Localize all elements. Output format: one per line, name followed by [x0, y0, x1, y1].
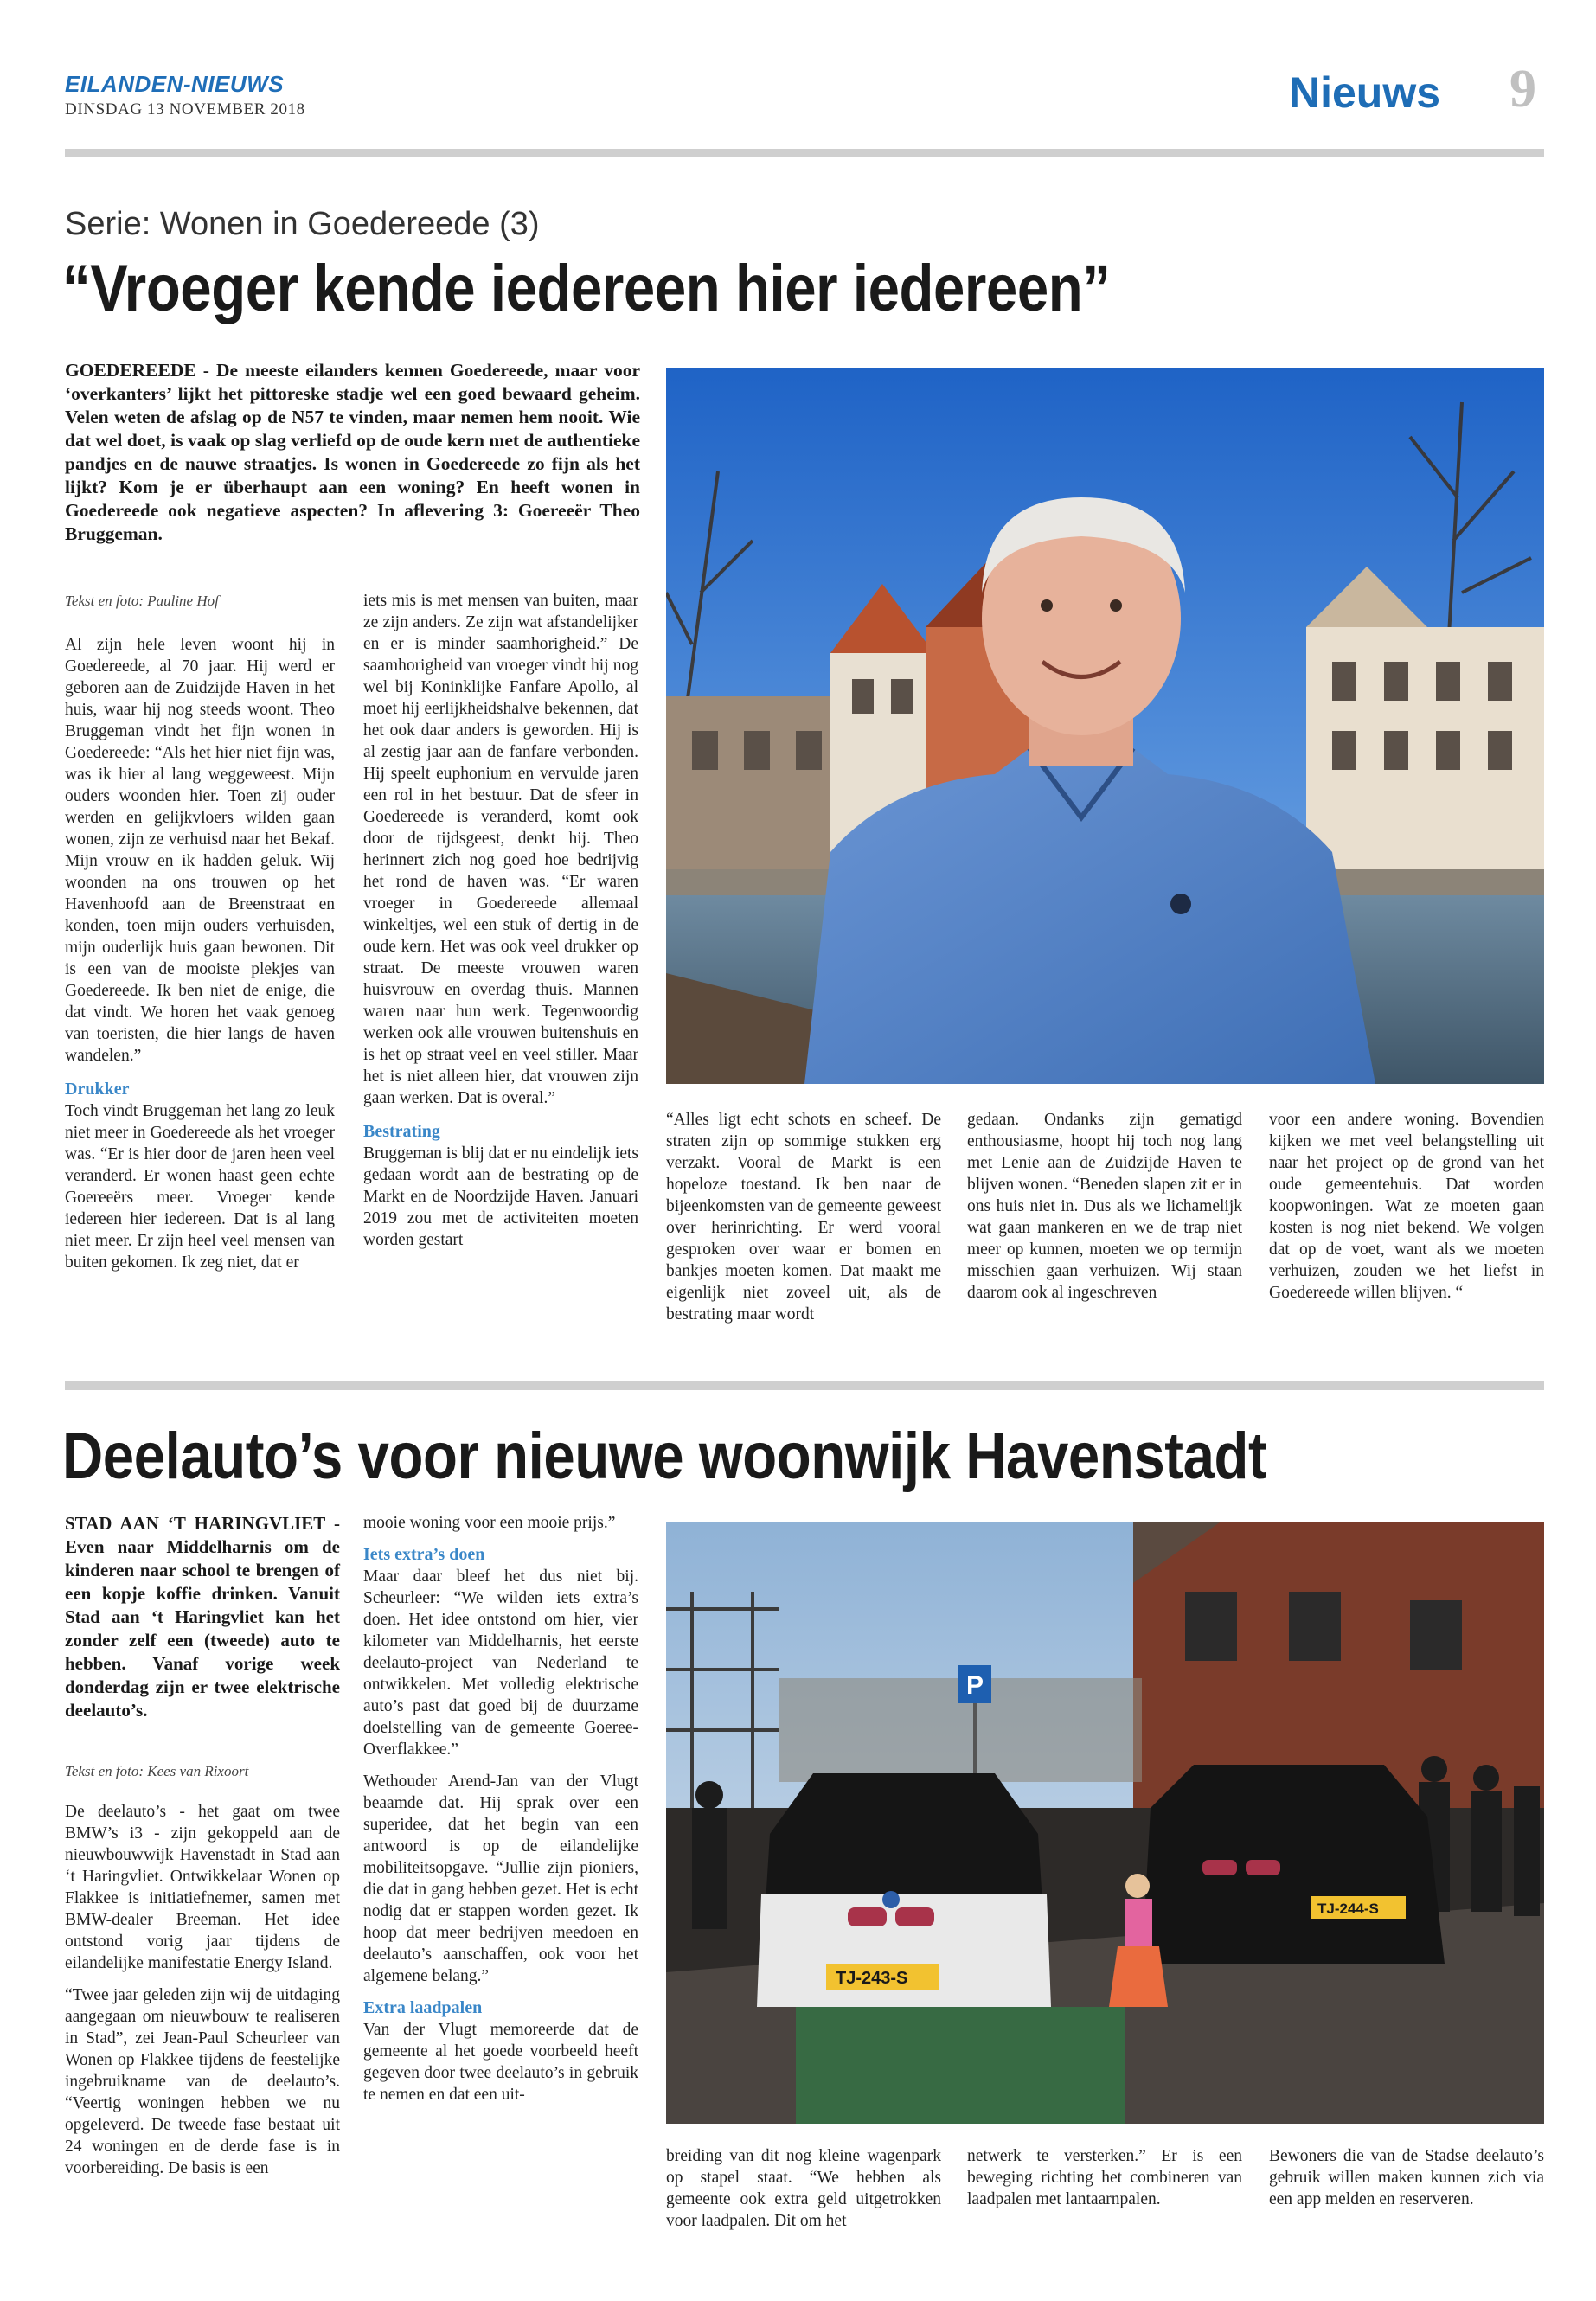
paragraph: breiding van dit nog kleine wagenpark op stapel staat. “We hebben als gemeente ook extra geld uitgetrokken voor laadpalen. Dit om het — [666, 2147, 941, 2230]
paragraph: iets mis is met mensen van buiten, maar ze zijn anders. Ze zijn wat afstandelijker en er is minder saamhorigheid.” De saamhorigheid van vroeger vindt hij nog wel bij Koninklijke Fanfare Apollo, al moet hij eerlijkheidshalve bekennen, dat het ook daar anders is geworden. Hij is al zestig jaar aan de fanfare verbonden. Hij speelt euphonium en vervulde jaren een rol in het bestuur. Dat de sfeer in Goedereede is veranderd, komt ook door de tijdsgeest, denkt hij. Theo herinnert zich nog goed hoe bedrijvig het rond de haven was. “Er waren vroeger in Goedereede allemaal winkeltjes, wel een stuk of dertig in de oude kern. Het was ook veel drukker op straat. De meeste vrouwen waren huisvrouw en overdag thuis. Mannen waren naar hun werk. Tegenwoordig werken ook alle vrouwen buitenshuis en is het op straat veel en veel stiller. Maar het is niet alleen hier, dat vrouwen zijn gaan werken. Dat is overal.” — [363, 592, 638, 1107]
issue-date: DINSDAG 13 NOVEMBER 2018 — [65, 100, 305, 119]
paragraph: Maar daar bleef het dus niet bij. Scheurleer: “We wilden iets extra’s doen. Het idee ontstond om hier, vier kilometer van Middelharnis, het eerste deelauto-project van Nederland te ontwikkelen. Met volledig elektrische auto’s past dat goed bij de duurzame doelstelling van de gemeente Goeree-Overflakkee.” — [363, 1567, 638, 1759]
paragraph: voor een andere woning. Bovendien kijken we met veel belangstelling uit naar het project op de grond van het oude gemeentehuis. Dat worden koopwoningen. Wat ze moeten gaan kosten is nog niet bekend. We volgen dat op de voet, want als we moeten verhuizen, zouden we het liefst in Goedereede willen blijven. “ — [1269, 1111, 1544, 1302]
paragraph: Bewoners die van de Stadse deelauto’s gebruik willen maken kunnen zich via een app melden en reserveren. — [1269, 2147, 1544, 2208]
article-2-column-2 — [363, 1512, 638, 2116]
paragraph: Van der Vlugt memoreerde dat de gemeente al het goede voorbeeld heeft gegeven door twee deelauto’s in gebruik te nemen en dat een uit- — [363, 2021, 638, 2104]
license-plate-right: TJ-244-S — [1317, 1900, 1379, 1917]
cars-illustration — [666, 1522, 1544, 2124]
article-1-column-3 — [666, 1109, 941, 1336]
subheading-bestrating: Bestrating — [363, 1122, 440, 1141]
paragraph: netwerk te versterken.” Er is een beweging richting het combineren van laadpalen met lantaarnpalen. — [967, 2147, 1242, 2208]
article-1-column-1 — [65, 590, 335, 1284]
article-2-column-4 — [967, 2145, 1242, 2221]
article-1-column-4 — [967, 1109, 1242, 1314]
article-2-column-3 — [666, 2145, 941, 2242]
paragraph: “Alles ligt echt schots en scheef. De straten zijn op sommige stukken erg verzakt. Vooral de Markt is een hopeloze toestand. Ik ben naar de bijeenkomsten van de gemeente geweest over herinrichting. Er werd vooral gesproken over waar er bomen en bankjes moeten komen. Dat maakt me eigenlijk niet zoveel uit, als de bestrating maar wordt — [666, 1111, 941, 1324]
license-plate-left: TJ-243-S — [836, 1969, 908, 1988]
subheading-iets-extras-doen: Iets extra’s doen — [363, 1545, 485, 1564]
photo-electric-shared-cars — [666, 1522, 1544, 2124]
article-divider — [65, 1381, 1544, 1390]
paragraph: mooie woning voor een mooie prijs.” — [363, 1514, 616, 1532]
article-1-column-5 — [1269, 1109, 1544, 1314]
photo-credit: Tekst en foto: Kees van Rixoort — [65, 1763, 249, 1779]
paragraph: Bruggeman is blij dat er nu eindelijk iets gedaan wordt aan de bestrating op de Markt en de Noordzijde Haven. Januari 2019 zou met de activiteiten moeten worden gestart — [363, 1144, 638, 1249]
masthead-logo: EILANDEN-NIEUWS — [65, 71, 285, 97]
headline-article-1: “Vroeger kende iedereen hier iedereen” — [62, 252, 1111, 325]
paragraph: Toch vindt Bruggeman het lang zo leuk niet meer in Goedereede als het vroeger was. “Er is hier door de jaren heen veel veranderd. Er wonen haast geen echte Goereeërs meer. Vroeger kende iedereen hier iedereen. Dat is al lang niet meer. Er zijn heel veel mensen van buiten gekomen. Ik zeg niet, dat er — [65, 1102, 335, 1272]
photo-theo-bruggeman — [666, 368, 1544, 1084]
intro-paragraph-article-1: GOEDEREEDE - De meeste eilanders kennen Goedereede, maar voor ‘overkanters’ lijkt het pittoreske stadje wel een goed bewaard geheim. Velen weten de afslag op de N57 te vinden, maar nemen hem nooit. Wie dat wel doet, is vaak op slag verliefd op de oude kern met de authentieke pandjes en de nauwe straatjes. Is wonen in Goedereede zo fijn als het lijkt? Kom je er überhaupt aan een woning? En heeft wonen in Goedereede ook negatieve aspecten? In aflevering 3: Goereeër Theo Bruggeman. — [65, 360, 640, 544]
photo-credit: Tekst en foto: Pauline Hof — [65, 593, 219, 609]
headline-article-2: Deelauto’s voor nieuwe woonwijk Havenstadt — [62, 1420, 1267, 1493]
portrait-illustration — [666, 368, 1544, 1084]
top-divider — [65, 149, 1544, 157]
series-label: Serie: Wonen in Goedereede (3) — [65, 206, 540, 242]
paragraph: gedaan. Ondanks zijn gematigd enthousiasme, hoopt hij toch nog lang met Lenie aan de Zuidzijde Haven te blijven wonen. “Beneden slapen zit er in ons huis niet in. Dus als we lichamelijk wat gaan mankeren en we de trap niet meer op kunnen, moeten we op termijn misschien gaan verhuizen. Wij staan daarom ook al ingeschreven — [967, 1111, 1242, 1302]
article-2-column-1 — [65, 1760, 340, 2189]
paragraph: Al zijn hele leven woont hij in Goedereede, al 70 jaar. Hij werd er geboren aan de Zuidzijde Haven in het huis, waar hij nog steeds woont. Theo Bruggeman vindt het fijn wonen in Goedereede: “Als het hier niet fijn was, was ik hier al lang weggeweest. Mijn ouders woonden hier. Toen zij ouder werden en gelijkvloers wilden gaan wonen, zijn ze verhuisd naar het Bekaf. Mijn vrouw en ik hadden geluk. Wij woonden na ons trouwen op het Havenhoofd aan de Breenstraat en konden, toen mijn ouders verhuisden, mijn ouderlijk huis gaan bewonen. Dit is een van de mooiste plekjes van Goedereede. Ik ben niet de enige, die dat vindt. We horen het vaak genoeg van toeristen, die hier langs de haven wandelen.” — [65, 636, 335, 1065]
svg-text:P: P — [966, 1671, 984, 1700]
subheading-drukker: Drukker — [65, 1080, 130, 1099]
page-number: 9 — [1509, 60, 1536, 119]
paragraph: “Twee jaar geleden zijn wij de uitdaging aangegaan om nieuwbouw te realiseren in Stad”, zei Jean-Paul Scheurleer van Wonen op Flakkee tijdens de feestelijke ingebruikname van de deelauto’s. “Veertig woningen hebben we nu opgeleverd. De tweede fase bestaat uit 24 woningen en de derde fase is in voorbereiding. De basis is een — [65, 1986, 340, 2177]
paragraph: De deelauto’s - het gaat om twee BMW’s i3 - zijn gekoppeld aan de nieuwbouwwijk Havenstadt in Stad aan ‘t Haringvliet. Ontwikkelaar Wonen op Flakkee is initiatiefnemer, samen met BMW-dealer Breeman. Het idee ontstond vorig jaar tijdens de eilandelijke manifestatie Energy Island. — [65, 1803, 340, 1972]
article-2-column-5 — [1269, 2145, 1544, 2221]
intro-paragraph-article-2: STAD AAN ‘T HARINGVLIET - Even naar Middelharnis om de kinderen naar school te brengen of een kopje koffie drinken. Vanuit Stad aan ‘t Haringvliet kan het zonder zelf een (tweede) auto te hebben. Vanaf vorige week donderdag zijn er twee elektrische deelauto’s. — [65, 1513, 340, 1721]
subheading-extra-laadpalen: Extra laadpalen — [363, 1998, 483, 2017]
paragraph: Wethouder Arend-Jan van der Vlugt beaamde dat. Hij sprak over een superidee, dat het begin van een antwoord is op de eilandelijke mobiliteitsopgave. “Jullie zijn pioniers, die dat in gang hebben gezet. Het is echt nodig dat er stappen worden gezet. Ik hoop dat meer bedrijven meedoen en deelauto’s aanschaffen, ook voor het algemene belang.” — [363, 1772, 638, 1985]
article-1-column-2 — [363, 590, 638, 1261]
section-title: Nieuws — [1289, 68, 1441, 117]
